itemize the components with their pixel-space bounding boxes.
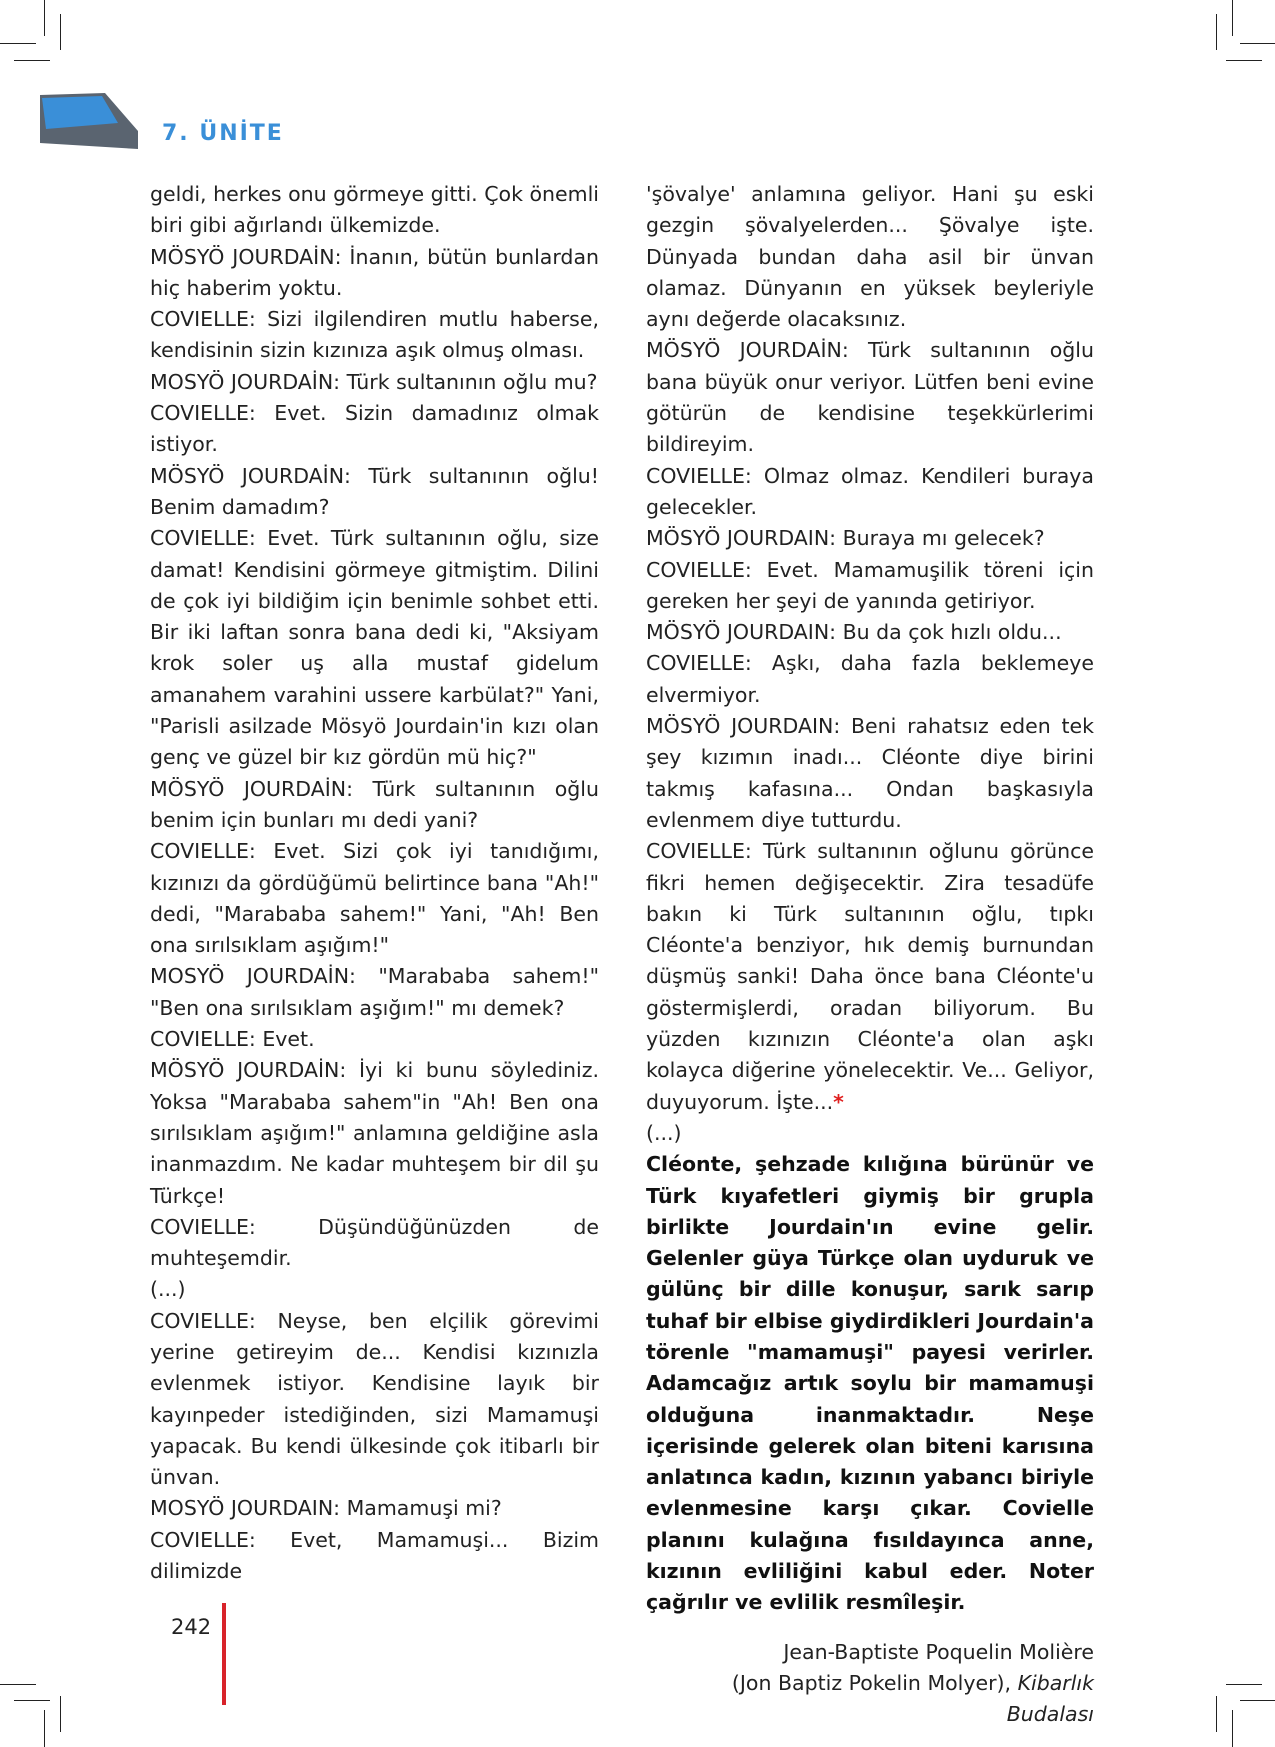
crop-mark (0, 1684, 36, 1685)
dialogue-line: COVIELLE: Aşkı, daha fazla beklemeye elvermiyor. (646, 651, 1094, 707)
dialogue-text: COVIELLE: Türk sultanının oğlunu görünce fikri hemen değişecektir. Zira tesadüfe bakın ki Türk sultanının oğlu, tıpkı Cléonte'a benziyor, hık demiş burnundan düşmüş sanki! Daha önce bana Cléonte'u göstermişlerdi, oradan biliyorum. Bu yüzden kızınızın Cléonte'a olan aşkı kolayca diğerine yönelecektir. Ve... Geliyor, duyuyorum. İşte... (646, 839, 1094, 1114)
author-pronunciation: (Jon Baptiz Pokelin Molyer), (731, 1670, 1012, 1695)
dialogue-line: COVIELLE: Düşündüğünüzden de muhteşemdir. (150, 1214, 599, 1271)
crop-mark (1232, 0, 1233, 36)
crop-mark (1232, 1710, 1233, 1747)
author-pronunciation-and-work (646, 1668, 1094, 1731)
dialogue-line: COVIELLE: Evet, Mamamuşi... Bizim dilimizde (150, 1527, 599, 1584)
plot-summary: Cléonte, şehzade kılığına bürünür ve Türk kıyafetleri giymiş bir grupla birlikte Jourdain'ın evine gelir. Gelenler güya Türkçe olan uyduruk ve gülünç bir dille konuşur, sarık sarıp tuhaf bir elbise giydirdikleri Jourdain'a törenle "mamamuşi" payesi verirler. Adamcağız artık soylu bir mamamuşi olduğuna inanmaktadır. Neşe içerisinde gelerek olan biteni karısına anlatınca kadın, kızının yabancı biriyle evlenmesine karşı çıkar. Covielle planını kulağına fısıldayınca anne, kızının evliliğini kabul eder. Noter çağrılır ve evlilik resmîleşir. (646, 1152, 1094, 1615)
dialogue-line: COVIELLE: Evet. Mamamuşilik töreni için gereken her şeyi de yanında getiriyor. (646, 557, 1094, 613)
dialogue-line: MÖSYÖ JOURDAIN: Buraya mı gelecek? (646, 526, 1045, 551)
crop-mark (1226, 1684, 1262, 1685)
dialogue-line: MÖSYÖ JOURDAIN: Bu da çok hızlı oldu... (646, 620, 1062, 645)
dialogue-line: MÖSYÖ JOURDAİN: İyi ki bunu söylediniz. Yoksa "Marababa sahem"in "Ah! Ben ona sırılsıklam aşığım!" anlamına geldiğine asla inanmazdım. Ne kadar muhteşem bir dil şu Türkçe! (150, 1058, 599, 1208)
dialogue-line: COVIELLE: Evet. (150, 1027, 315, 1052)
crop-mark (1216, 14, 1217, 50)
dialogue-line: MOSYÖ JOURDAİN: Türk sultanının oğlu mu? (150, 369, 598, 394)
crop-mark (14, 1700, 50, 1701)
dialogue-line: MOSYÖ JOURDAİN: "Marababa sahem!" "Ben ona sırılsıklam aşığım!" mı demek? (150, 964, 599, 1020)
dialogue-line: MÖSYÖ JOURDAİN: Türk sultanının oğlu bana büyük onur veriyor. Lütfen beni evine götürün de kendisine teşekkürlerimi bildireyim. (646, 338, 1094, 457)
dialogue-line (646, 836, 1094, 1118)
dialogue-line: MÖSYÖ JOURDAİN: Türk sultanının oğlu! Benim damadım? (150, 463, 599, 519)
dialogue-line: COVIELLE: Evet. Türk sultanının oğlu, size damat! Kendisini görmeye gitmiştim. Dilini de çok iyi bildiğim için benimle sohbet etti. Bir iki laftan sonra bana dedi ki, "Aksiyam krok soler uş alla mustaf gidelum amanahem varahini ussere karbülat?" Yani, "Parisli asilzade Mösyö Jourdain'in kızı olan genç ve güzel bir kız gördün mü hiç?" (150, 526, 599, 770)
crop-mark (60, 1696, 61, 1732)
source-credit (646, 1637, 1094, 1731)
crop-mark (0, 43, 36, 44)
ellipsis-marker: (...) (150, 1277, 186, 1302)
dialogue-line: COVIELLE: Evet. Sizi çok iyi tanıdığımı, kızınızı da gördüğümü belirtince bana "Ah!" dedi, "Marababa sahem!" Yani, "Ah! Ben ona sırılsıklam aşığım!" (150, 839, 599, 958)
crop-mark (44, 0, 45, 36)
crop-mark (60, 14, 61, 50)
footnote-asterisk: * (833, 1089, 844, 1114)
dialogue-line: COVIELLE: Neyse, ben elçilik görevimi yerine getireyim de... Kendisi kızınızla evlenmek istiyor. Kendisine layık bir kayınpeder istediğinden, sizi Mamamuşi yapacak. Bu kendi ülkesinde çok itibarlı bir ünvan. (150, 1308, 599, 1490)
dialogue-line: COVIELLE: Olmaz olmaz. Kendileri buraya gelecekler. (646, 463, 1094, 519)
crop-mark (1240, 43, 1275, 44)
author-name: Jean-Baptiste Poquelin Molière (783, 1639, 1094, 1664)
crop-mark (1216, 1696, 1217, 1732)
page-number: 242 (171, 1615, 212, 1639)
text-paragraph: 'şövalye' anlamına geliyor. Hani şu eski gezgin şövalyelerden... Şövalye işte. Dünyada bundan daha asil bir ünvan olamaz. Dünyanın en yüksek beyleriyle aynı değerde olacaksınız. (646, 182, 1094, 332)
ellipsis-marker: (...) (646, 1120, 682, 1145)
left-column (150, 179, 599, 1587)
dialogue-line: MÖSYÖ JOURDAİN: İnanın, bütün bunlardan hiç haberim yoktu. (150, 244, 599, 300)
text-paragraph: geldi, herkes onu görmeye gitti. Çok önemli biri gibi ağırlandı ülkemizde. (150, 182, 599, 238)
unit-header-graphic (40, 93, 150, 153)
dialogue-line: MÖSYÖ JOURDAIN: Beni rahatsız eden tek şey kızımın inadı... Cléonte diye birini takmış kafasına... Ondan başkasıyla evlenmem diye tutturdu. (646, 714, 1094, 832)
crop-mark (14, 60, 50, 61)
crop-mark (1240, 1700, 1275, 1701)
dialogue-line: COVIELLE: Sizi ilgilendiren mutlu haberse, kendisinin sizin kızınıza aşık olmuş olması. (150, 307, 599, 363)
dialogue-line: MÖSYÖ JOURDAİN: Türk sultanının oğlu benim için bunları mı dedi yani? (150, 776, 599, 832)
crop-mark (1226, 60, 1262, 61)
unit-title: 7. ÜNİTE (162, 121, 284, 146)
page-number-bar (222, 1603, 226, 1705)
dialogue-line: COVIELLE: Evet. Sizin damadınız olmak istiyor. (150, 401, 599, 457)
work-title: Kibarlık Budalası (1006, 1670, 1094, 1727)
right-column (646, 179, 1094, 1731)
dialogue-line: MOSYÖ JOURDAIN: Mamamuşi mi? (150, 1496, 502, 1521)
crop-mark (44, 1710, 45, 1747)
